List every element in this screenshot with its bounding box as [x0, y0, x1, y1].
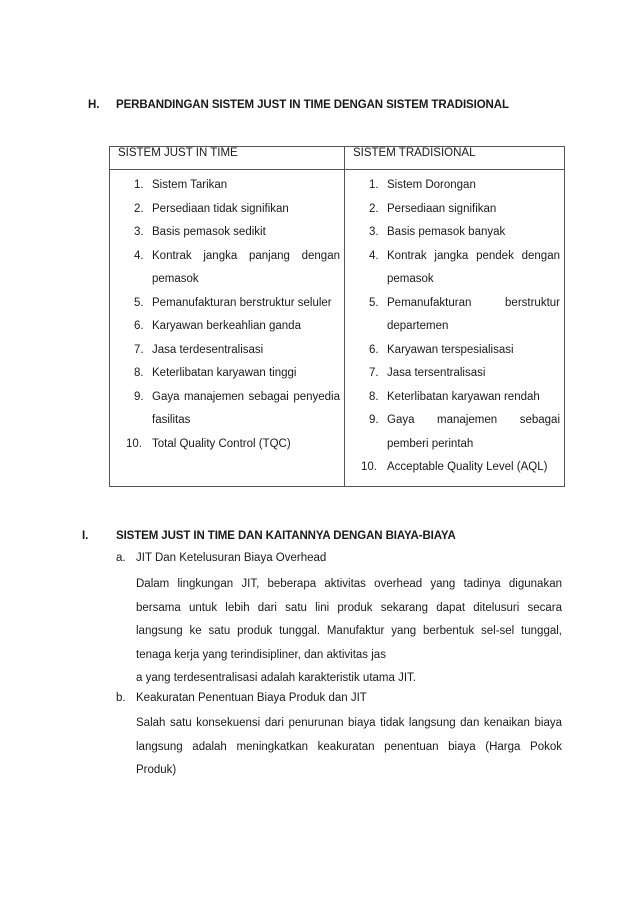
list-item-number: 5.	[134, 296, 144, 309]
paragraph-line: langsung ke satu produk tunggal. Manufaktur yang berbentuk sel-sel tunggal,	[136, 625, 562, 637]
list-item-text: Gaya manajemen sebagai penyedia fasilitas	[152, 390, 340, 426]
paragraph-line: Dalam lingkungan JIT, beberapa aktivitas overhead yang tadinya digunakan	[136, 578, 562, 590]
list-item	[110, 433, 340, 457]
list-item	[345, 456, 560, 480]
list-item-text: Jasa tersentralisasi	[387, 367, 486, 379]
jit-list	[110, 174, 340, 456]
subsection-b-paragraph	[136, 712, 562, 783]
list-item	[345, 292, 560, 339]
list-item-number: 4.	[134, 249, 144, 262]
list-item-number: 10.	[126, 437, 142, 450]
list-item-text: Karyawan berkeahlian ganda	[152, 320, 301, 332]
section-h-number: H.	[88, 99, 100, 111]
list-item-number: 9.	[134, 390, 144, 403]
list-item	[110, 339, 340, 363]
traditional-cell	[345, 170, 565, 487]
header-traditional: SISTEM TRADISIONAL	[345, 147, 565, 170]
list-item-text: Sistem Dorongan	[387, 179, 476, 191]
list-item-number: 1.	[369, 179, 379, 191]
header-jit: SISTEM JUST IN TIME	[110, 147, 345, 170]
list-item	[345, 362, 560, 386]
list-item	[345, 386, 560, 410]
subsection-a-label: a.	[116, 552, 126, 564]
list-item-number: 2.	[134, 202, 144, 215]
section-h-title: PERBANDINGAN SISTEM JUST IN TIME DENGAN SISTEM TRADISIONAL	[116, 99, 509, 111]
paragraph-line: tenaga kerja yang terindisipliner, dan aktivitas jas	[136, 648, 386, 661]
list-item-text: Basis pemasok banyak	[387, 226, 506, 238]
list-item	[110, 174, 340, 198]
list-item	[345, 198, 560, 222]
paragraph-line: a yang terdesentralisasi adalah karakteristik utama JIT.	[136, 672, 416, 684]
list-item	[110, 315, 340, 339]
list-item-text: Total Quality Control (TQC)	[152, 437, 291, 450]
list-item-text: Sistem Tarikan	[152, 179, 228, 191]
list-item	[345, 339, 560, 363]
list-item-text: Karyawan terspesialisasi	[387, 343, 514, 356]
list-item-number: 8.	[134, 367, 144, 379]
list-item-number: 6.	[134, 320, 144, 332]
list-item-number: 5.	[369, 296, 379, 309]
list-item-text: Pemanufakturan berstruktur seluler	[152, 296, 332, 309]
table-body-row	[110, 170, 565, 487]
list-item-text: Basis pemasok sedikit	[152, 226, 266, 238]
paragraph-line: langsung adalah meningkatkan keakuratan penentuan biaya (Harga Pokok	[136, 740, 562, 753]
table-header-row	[110, 147, 565, 170]
list-item	[110, 386, 340, 433]
jit-cell	[110, 170, 345, 487]
list-item	[345, 221, 560, 245]
traditional-list	[345, 174, 560, 480]
list-item-number: 4.	[369, 249, 379, 262]
list-item	[110, 198, 340, 222]
list-item-number: 2.	[369, 202, 379, 215]
section-h-heading	[88, 99, 509, 111]
list-item	[110, 221, 340, 245]
subsection-b-title: Keakuratan Penentuan Biaya Produk dan JIT	[136, 692, 367, 704]
list-item-number: 1.	[134, 179, 144, 191]
section-i-number: I.	[82, 530, 89, 542]
section-i-title: SISTEM JUST IN TIME DAN KAITANNYA DENGAN BIAYA-BIAYA	[116, 530, 456, 542]
list-item-text: Keterlibatan karyawan tinggi	[152, 367, 297, 379]
subsection-a-paragraph	[136, 573, 562, 691]
list-item-text: Persediaan signifikan	[387, 202, 497, 215]
list-item-text: Pemanufakturan berstruktur departemen	[387, 296, 560, 332]
paragraph-line: bersama untuk lebih dari satu lini produk sekarang dapat ditelusuri secara	[136, 601, 562, 614]
section-i-heading	[82, 530, 456, 542]
list-item-number: 3.	[134, 226, 144, 238]
list-item	[345, 409, 560, 456]
list-item-number: 10.	[361, 461, 377, 473]
list-item	[345, 174, 560, 198]
list-item-text: Acceptable Quality Level (AQL)	[387, 461, 548, 473]
comparison-table	[109, 146, 565, 487]
list-item-number: 9.	[369, 414, 379, 426]
list-item	[345, 245, 560, 292]
list-item	[110, 362, 340, 386]
list-item-text: Kontrak jangka panjang dengan pemasok	[152, 249, 340, 285]
list-item-text: Kontrak jangka pendek dengan pemasok	[387, 249, 560, 285]
paragraph-line: Produk)	[136, 764, 177, 776]
list-item-text: Gaya manajemen sebagai pemberi perintah	[387, 414, 560, 450]
list-item-number: 7.	[369, 367, 379, 379]
list-item	[110, 292, 340, 316]
subsection-b-label: b.	[116, 692, 126, 704]
list-item-number: 7.	[134, 343, 144, 356]
list-item-text: Keterlibatan karyawan rendah	[387, 390, 540, 403]
list-item-text: Persediaan tidak signifikan	[152, 202, 289, 215]
list-item-number: 8.	[369, 390, 379, 403]
paragraph-line: Salah satu konsekuensi dari penurunan biaya tidak langsung dan kenaikan biaya	[136, 717, 562, 729]
subsection-a-title: JIT Dan Ketelusuran Biaya Overhead	[136, 552, 327, 564]
list-item-text: Jasa terdesentralisasi	[152, 343, 264, 356]
list-item-number: 3.	[369, 226, 379, 238]
list-item-number: 6.	[369, 343, 379, 356]
list-item	[110, 245, 340, 292]
